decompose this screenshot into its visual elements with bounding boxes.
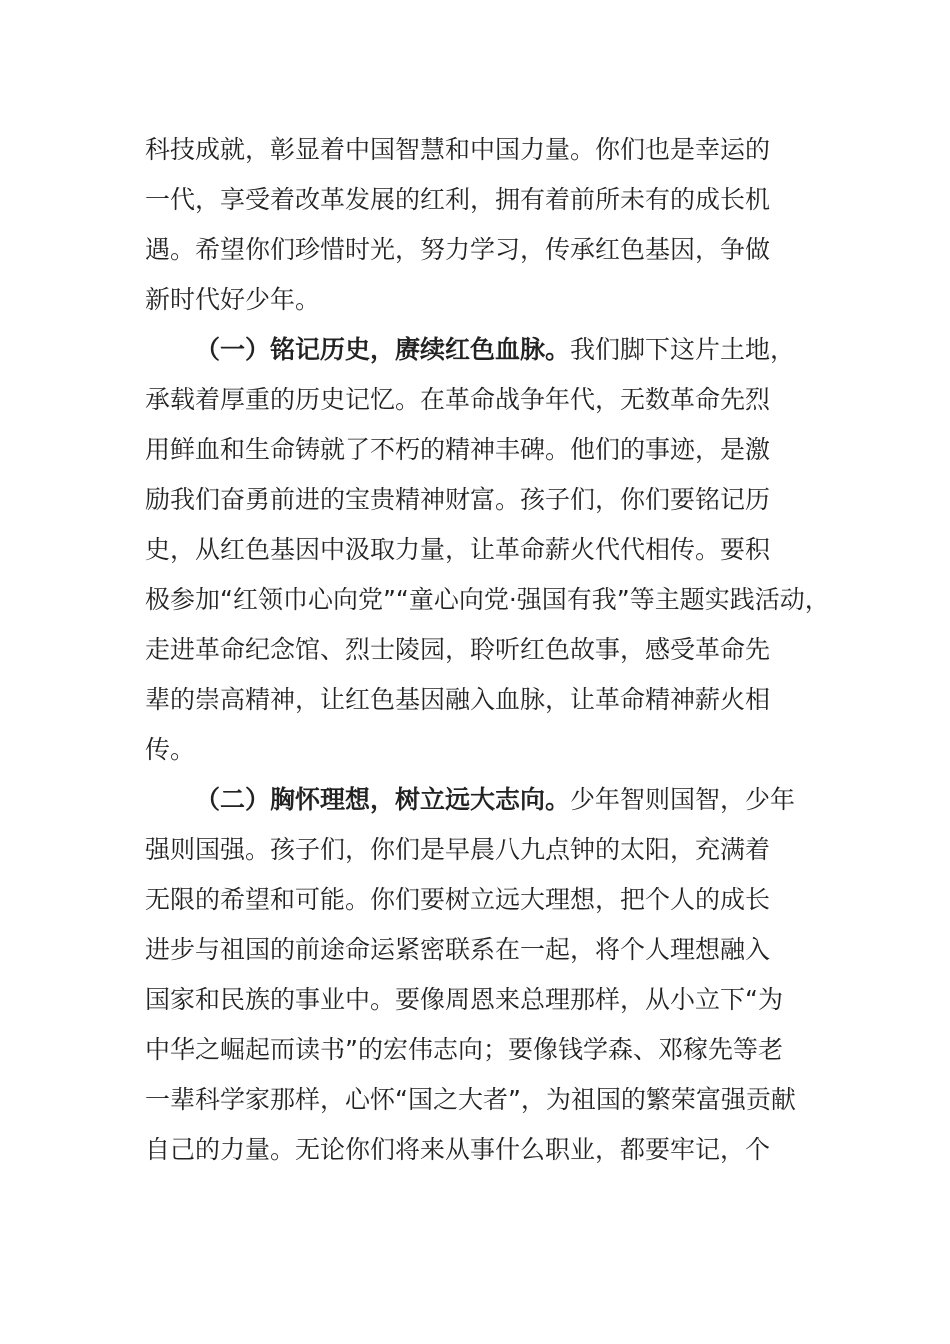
text-line: 强则国强。孩子们，你们是早晨八九点钟的太阳，充满着 — [145, 835, 771, 864]
text-line: 遇。希望你们珍惜时光，努力学习，传承红色基因，争做 — [145, 235, 771, 264]
text-line: 自己的力量。无论你们将来从事什么职业，都要牢记，个 — [145, 1135, 771, 1164]
text-line: 中华之崛起而读书”的宏伟志向；要像钱学森、邓稼先等老 — [145, 1035, 783, 1064]
text-line: 无限的希望和可能。你们要树立远大理想，把个人的成长 — [145, 885, 771, 914]
text-line: 科技成就，彰显着中国智慧和中国力量。你们也是幸运的 — [145, 135, 771, 164]
text-line: 承载着厚重的历史记忆。在革命战争年代，无数革命先烈 — [145, 385, 771, 414]
text-line: 史，从红色基因中汲取力量，让革命薪火代代相传。要积 — [145, 535, 771, 564]
text-line: 一代，享受着改革发展的红利，拥有着前所未有的成长机 — [145, 185, 771, 214]
text-line: 励我们奋勇前进的宝贵精神财富。孩子们，你们要铭记历 — [145, 485, 771, 514]
text-line: 国家和民族的事业中。要像周恩来总理那样，从小立下“为 — [145, 985, 783, 1014]
text-line: 用鲜血和生命铸就了不朽的精神丰碑。他们的事迹，是激 — [145, 435, 771, 464]
section-heading: （一）铭记历史，赓续红色血脉。 — [195, 335, 571, 364]
text-line: 走进革命纪念馆、烈士陵园，聆听红色故事，感受革命先 — [145, 635, 771, 664]
section-heading: （二）胸怀理想，树立远大志向。 — [195, 785, 571, 814]
text-line: 传。 — [145, 735, 196, 764]
text-line: 辈的崇高精神，让红色基因融入血脉，让革命精神薪火相 — [145, 685, 771, 714]
text-line: 新时代好少年。 — [145, 285, 321, 314]
text-line: 一辈科学家那样，心怀“国之大者”，为祖国的繁荣富强贡献 — [145, 1085, 796, 1114]
text-line: 进步与祖国的前途命运紧密联系在一起，将个人理想融入 — [145, 935, 771, 964]
section-first-line-text: 我们脚下这片土地， — [570, 335, 796, 364]
section-first-line — [195, 335, 795, 365]
section-first-line — [195, 785, 795, 815]
text-line: 极参加“红领巾心向党”“童心向党·强国有我”等主题实践活动， — [145, 585, 830, 614]
section-first-line-text: 少年智则国智，少年 — [570, 785, 796, 814]
